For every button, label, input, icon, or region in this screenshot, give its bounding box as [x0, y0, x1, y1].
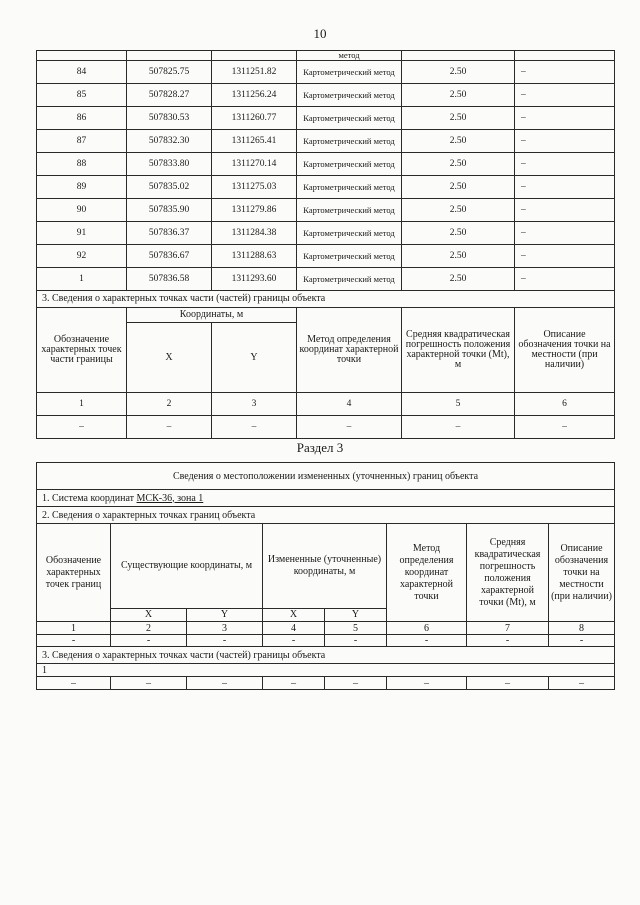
description-cell: – — [515, 84, 615, 107]
col-header-y: Y — [212, 323, 297, 393]
description-cell: – — [515, 61, 615, 84]
col-header-x: X — [111, 609, 187, 622]
y-coordinate-cell: 1311284.38 — [212, 222, 297, 245]
num-cell: 2 — [127, 393, 212, 416]
table-row-continuation — [37, 51, 615, 61]
table-row — [37, 268, 615, 291]
method-cell: Картометрический метод — [297, 199, 402, 222]
method-cell: Картометрический метод — [297, 130, 402, 153]
coord-system-line: 1. Система координат МСК-36, зона 1 — [37, 490, 615, 507]
coord-system-value: МСК-36, зона 1 — [136, 492, 204, 504]
boundary-points-table — [36, 50, 615, 439]
point-number-cell: 1 — [37, 268, 127, 291]
dash-cell: – — [37, 677, 111, 690]
col-header-error: Средняя квадратическая погрешность положения характерной точки (Mt), м — [402, 308, 515, 393]
method-cell: Картометрический метод — [297, 61, 402, 84]
num-cell: 4 — [297, 393, 402, 416]
dash-cell: – — [37, 416, 127, 439]
dash-cell: – — [111, 677, 187, 690]
col-header-y: Y — [187, 609, 263, 622]
description-cell: – — [515, 222, 615, 245]
y-coordinate-cell: 1311279.86 — [212, 199, 297, 222]
error-cell: 2.50 — [402, 245, 515, 268]
page-number: 10 — [313, 26, 327, 41]
error-cell: 2.50 — [402, 107, 515, 130]
y-coordinate-cell: 1311275.03 — [212, 176, 297, 199]
col-header-description: Описание обозначения точки на местности (при наличии) — [549, 524, 615, 622]
x-coordinate-cell: 507835.90 — [127, 199, 212, 222]
num-cell: 5 — [402, 393, 515, 416]
dash-cell: - — [263, 635, 325, 647]
x-coordinate-cell: 507836.58 — [127, 268, 212, 291]
col-header-designation: Обозначение характерных точек границ — [37, 524, 111, 622]
table-row — [37, 245, 615, 268]
dash-cell: – — [387, 677, 467, 690]
description-cell: – — [515, 153, 615, 176]
point-number-cell: 86 — [37, 107, 127, 130]
table-row — [37, 176, 615, 199]
col-header-method: Метод определения координат характерной точки — [387, 524, 467, 622]
dash-cell: – — [263, 677, 325, 690]
point-number-cell: 90 — [37, 199, 127, 222]
part-points-heading: 3. Сведения о характерных точках части (частей) границы объекта — [37, 647, 615, 664]
dash-cell: – — [467, 677, 549, 690]
point-number-cell: 89 — [37, 176, 127, 199]
error-cell: 2.50 — [402, 130, 515, 153]
dash-cell: – — [127, 416, 212, 439]
x-coordinate-cell: 507836.37 — [127, 222, 212, 245]
x-coordinate-cell: 507836.67 — [127, 245, 212, 268]
table-row — [37, 222, 615, 245]
y-coordinate-cell: 1311265.41 — [212, 130, 297, 153]
col-header-changed-coords: Измененные (уточненные) координаты, м — [263, 524, 387, 609]
table-row — [37, 84, 615, 107]
error-cell: 2.50 — [402, 61, 515, 84]
dash-cell: - — [187, 635, 263, 647]
dash-cell: - — [467, 635, 549, 647]
y-coordinate-cell: 1311256.24 — [212, 84, 297, 107]
error-cell: 2.50 — [402, 176, 515, 199]
description-cell: – — [515, 107, 615, 130]
dash-cell: - — [37, 635, 111, 647]
method-cell: Картометрический метод — [297, 153, 402, 176]
num-cell: 2 — [111, 622, 187, 635]
x-coordinate-cell: 507830.53 — [127, 107, 212, 130]
col-header-description: Описание обозначения точки на местности (при наличии) — [515, 308, 615, 393]
y-coordinate-cell: 1311260.77 — [212, 107, 297, 130]
method-cell: Картометрический метод — [297, 222, 402, 245]
error-cell: 2.50 — [402, 84, 515, 107]
col-header-designation: Обозначение характерных точек части границы — [37, 308, 127, 393]
num-cell: 7 — [467, 622, 549, 635]
section-title: Раздел 3 — [296, 440, 344, 455]
table-row — [37, 199, 615, 222]
error-cell: 2.50 — [402, 153, 515, 176]
col-header-x: X — [127, 323, 212, 393]
num-cell: 4 — [263, 622, 325, 635]
point-number-cell: 84 — [37, 61, 127, 84]
y-coordinate-cell: 1311251.82 — [212, 61, 297, 84]
x-coordinate-cell: 507833.80 — [127, 153, 212, 176]
method-cell: Картометрический метод — [297, 176, 402, 199]
y-coordinate-cell: 1311293.60 — [212, 268, 297, 291]
changed-boundaries-table — [36, 462, 615, 690]
dash-cell: - — [111, 635, 187, 647]
point-number-cell: 91 — [37, 222, 127, 245]
x-coordinate-cell: 507832.30 — [127, 130, 212, 153]
dash-cell: – — [187, 677, 263, 690]
table-row — [37, 130, 615, 153]
y-coordinate-cell: 1311270.14 — [212, 153, 297, 176]
point-number-cell: 87 — [37, 130, 127, 153]
error-cell: 2.50 — [402, 268, 515, 291]
dash-cell: – — [325, 677, 387, 690]
col-header-error: Средняя квадратическая погрешность положения характерной точки (Mt), м — [467, 524, 549, 622]
y-coordinate-cell: 1311288.63 — [212, 245, 297, 268]
point-number-cell: 88 — [37, 153, 127, 176]
x-coordinate-cell: 507835.02 — [127, 176, 212, 199]
col-header-x: X — [263, 609, 325, 622]
table-row — [37, 61, 615, 84]
method-cell: Картометрический метод — [297, 245, 402, 268]
num-cell: 6 — [515, 393, 615, 416]
x-coordinate-cell: 507828.27 — [127, 84, 212, 107]
num-cell: 6 — [387, 622, 467, 635]
num-cell: 5 — [325, 622, 387, 635]
method-cell: метод — [297, 51, 402, 61]
num-cell: 3 — [212, 393, 297, 416]
method-cell: Картометрический метод — [297, 268, 402, 291]
table-row — [37, 153, 615, 176]
part-number: 1 — [37, 664, 615, 677]
description-cell: – — [515, 268, 615, 291]
method-cell: Картометрический метод — [297, 84, 402, 107]
dash-cell: – — [402, 416, 515, 439]
point-number-cell: 92 — [37, 245, 127, 268]
error-cell: 2.50 — [402, 199, 515, 222]
num-cell: 1 — [37, 622, 111, 635]
col-header-method: Метод определения координат характерной точки — [297, 308, 402, 393]
dash-cell: – — [297, 416, 402, 439]
description-cell: – — [515, 130, 615, 153]
description-cell: – — [515, 176, 615, 199]
dash-cell: – — [515, 416, 615, 439]
error-cell: 2.50 — [402, 222, 515, 245]
method-cell: Картометрический метод — [297, 107, 402, 130]
description-cell: – — [515, 245, 615, 268]
description-cell: – — [515, 199, 615, 222]
dash-cell: - — [325, 635, 387, 647]
x-coordinate-cell: 507825.75 — [127, 61, 212, 84]
part-points-heading: 3. Сведения о характерных точках части (частей) границы объекта — [37, 291, 615, 308]
table-title: Сведения о местоположении измененных (уточненных) границ объекта — [37, 463, 615, 490]
points-heading: 2. Сведения о характерных точках границ объекта — [37, 507, 615, 524]
col-header-existing-coords: Существующие координаты, м — [111, 524, 263, 609]
dash-cell: – — [549, 677, 615, 690]
col-header-coordinates: Координаты, м — [127, 308, 297, 323]
num-cell: 8 — [549, 622, 615, 635]
point-number-cell: 85 — [37, 84, 127, 107]
table-row — [37, 107, 615, 130]
dash-cell: – — [212, 416, 297, 439]
num-cell: 3 — [187, 622, 263, 635]
col-header-y: Y — [325, 609, 387, 622]
dash-cell: - — [387, 635, 467, 647]
num-cell: 1 — [37, 393, 127, 416]
dash-cell: - — [549, 635, 615, 647]
